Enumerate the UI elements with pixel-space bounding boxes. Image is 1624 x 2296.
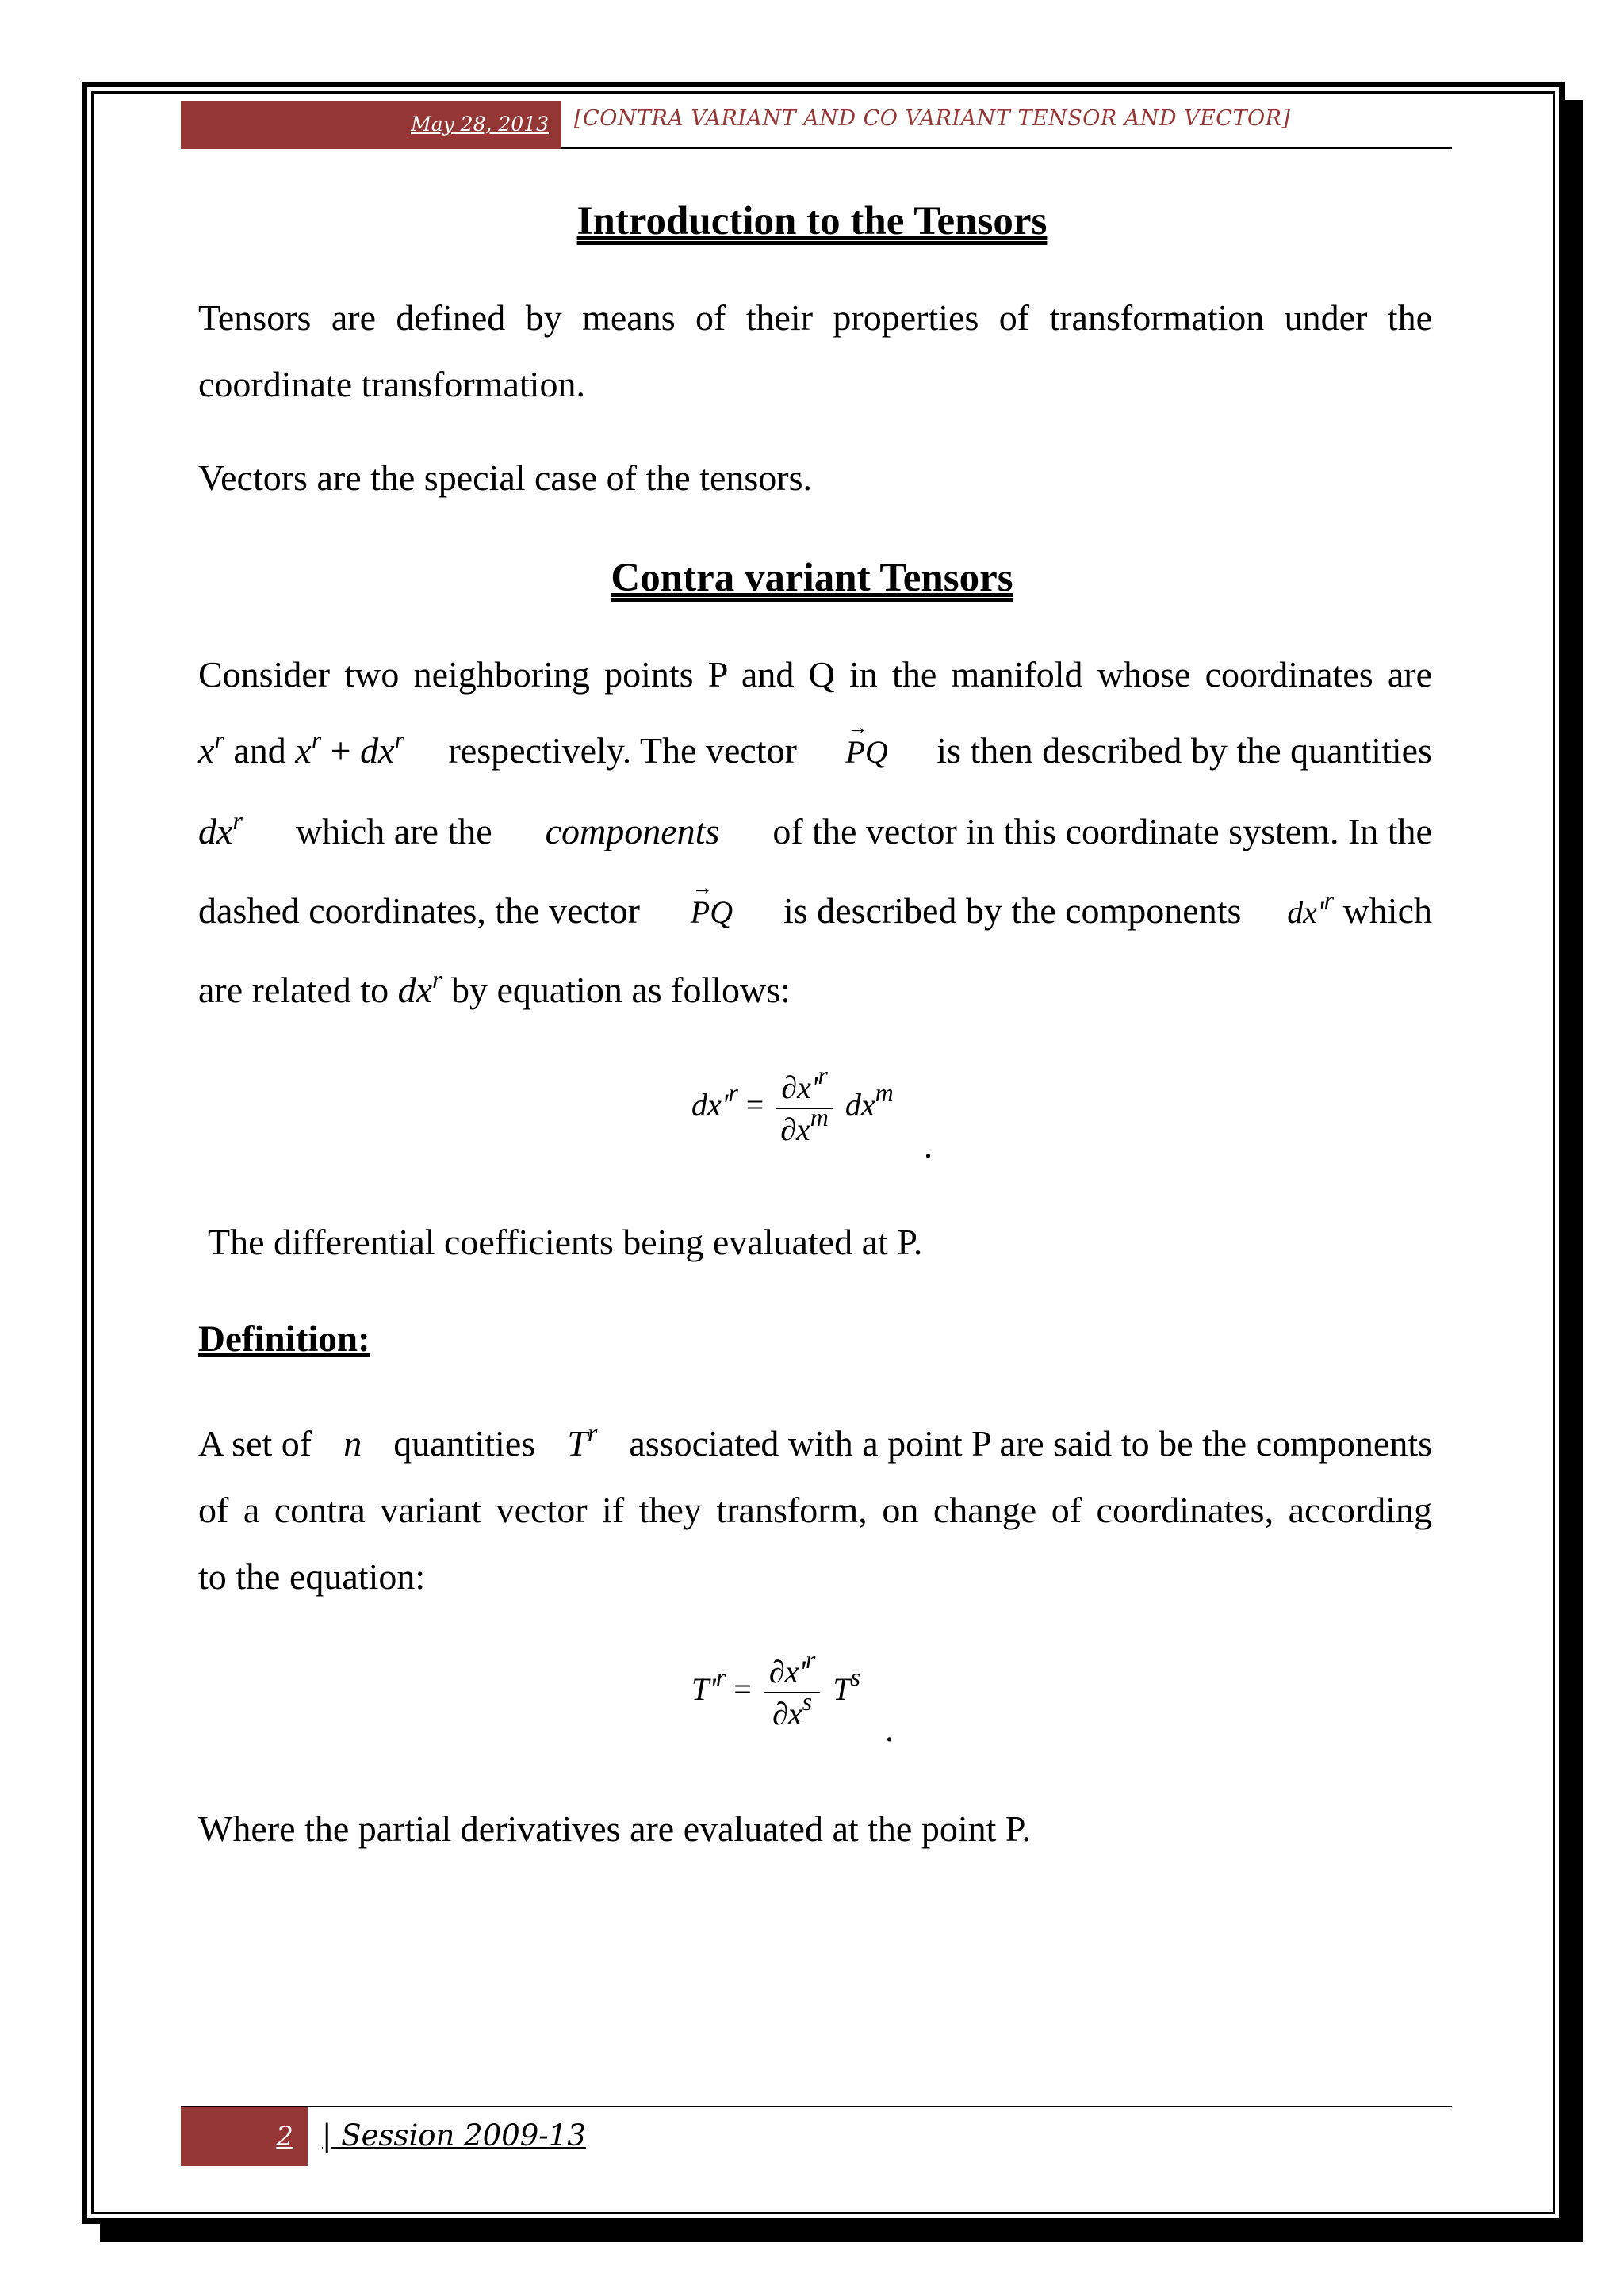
equation-period: . (885, 1710, 894, 1749)
page-border-inner (91, 91, 1555, 2214)
footer-session: | Session 2009-13 (322, 2118, 586, 2152)
definition-line-1: A set of n quantities $T^r$ associated with a point P are said to be the components (198, 1418, 1432, 1464)
header-date: May 28, 2013 (181, 101, 561, 149)
equation-period: . (924, 1127, 933, 1165)
intro-paragraph-line-1: Tensors are defined by means of their properties of transformation under the (198, 297, 1432, 338)
header-title: [CONTRA VARIANT AND CO VARIANT TENSOR AND VECTOR] (574, 106, 1291, 131)
after-equation-text: The differential coefficients being evaluated at P. (208, 1222, 923, 1262)
page-number: 2 (181, 2107, 308, 2166)
equation-contravariant-differential: $dx'^r$ = $\frac{\partial x'^r}{\partial x^m}$ $dx^m$ (691, 1061, 894, 1147)
footer-rule (181, 2106, 1452, 2107)
vector-pq: → PQ (691, 894, 733, 931)
contra-line-5: are related to $dx^r$ by equation as follows: (198, 965, 791, 1010)
intro-paragraph-line-2: coordinate transformation. (198, 364, 585, 404)
contra-line-1: Consider two neighboring points P and Q in the manifold whose coordinates are (198, 654, 1432, 695)
definition-line-2: of a contra variant vector if they transform, on change of coordinates, according (198, 1490, 1432, 1530)
definition-line-3: to the equation: (198, 1556, 426, 1597)
section-heading-contra: Contra variant Tensors (611, 556, 1013, 600)
contra-line-2: $x^r$ and $x^r + dx^r$ respectively. The vector → PQ is then described by the quantities (198, 729, 1432, 771)
contra-line-4: dashed coordinates, the vector → PQ is described by the components $dx'^r$ which (198, 890, 1432, 932)
section-heading-intro: Introduction to the Tensors (576, 199, 1048, 243)
equation-contravariant-vector: $T'^r$ = $\frac{\partial x'^r}{\partial x^s}$ $T^s$ (691, 1645, 861, 1732)
vector-pq: → PQ (845, 733, 887, 771)
header-rule (561, 147, 1452, 149)
definition-label: Definition: (198, 1318, 370, 1360)
closing-text: Where the partial derivatives are evaluated at the point P. (198, 1808, 1031, 1849)
intro-paragraph-2: Vectors are the special case of the tensors. (198, 457, 813, 498)
contra-line-3: $dx^r$ which are the components of the vector in this coordinate system. In the (198, 806, 1432, 851)
